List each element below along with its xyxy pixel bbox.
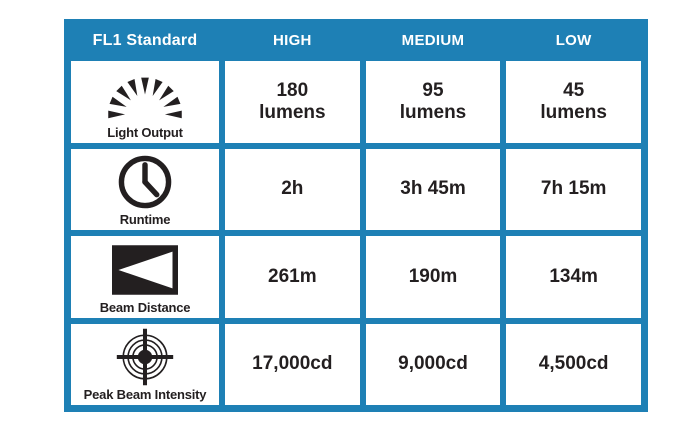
value-peak-beam-intensity-medium bbox=[366, 324, 501, 406]
value-number: 3h 45m bbox=[400, 178, 466, 200]
value-number: 134m bbox=[549, 265, 598, 287]
value-unit: lumens bbox=[399, 101, 467, 123]
value-runtime-high bbox=[225, 149, 360, 231]
value-light-output-high bbox=[225, 61, 360, 143]
row-label-text: Beam Distance bbox=[99, 299, 191, 315]
beam-distance-icon bbox=[73, 240, 217, 300]
value-number: 261m bbox=[268, 265, 317, 287]
value-peak-beam-intensity-high bbox=[225, 324, 360, 406]
value-beam-distance-medium bbox=[366, 236, 501, 318]
value-beam-distance-low bbox=[506, 236, 641, 318]
row-label-text: Peak Beam Intensity bbox=[83, 387, 207, 402]
value-runtime-medium bbox=[366, 149, 501, 231]
row-label-text: Runtime bbox=[119, 212, 171, 227]
value-number: 4,500cd bbox=[538, 353, 609, 375]
value-number: 180 bbox=[276, 79, 309, 101]
runtime-clock-icon bbox=[73, 153, 217, 213]
fl1-standard-table bbox=[64, 19, 648, 412]
row-label-peak-beam-intensity bbox=[71, 324, 219, 406]
row-label-runtime bbox=[71, 149, 219, 231]
row-label-light-output bbox=[71, 61, 219, 143]
value-peak-beam-intensity-low bbox=[506, 324, 641, 406]
value-number: 9,000cd bbox=[398, 353, 468, 375]
header-low: LOW bbox=[506, 26, 641, 55]
peak-beam-intensity-target-icon bbox=[73, 328, 217, 388]
value-light-output-medium bbox=[366, 61, 501, 143]
value-light-output-low bbox=[506, 61, 641, 143]
value-beam-distance-high bbox=[225, 236, 360, 318]
value-number: 95 bbox=[422, 79, 444, 101]
value-number: 7h 15m bbox=[540, 178, 607, 200]
value-number: 190m bbox=[408, 265, 458, 287]
light-output-sunburst-icon bbox=[73, 65, 217, 125]
header-high: HIGH bbox=[225, 26, 360, 55]
value-number: 45 bbox=[563, 79, 585, 101]
row-label-text: Light Output bbox=[107, 124, 183, 140]
header-fl1-standard: FL1 Standard bbox=[71, 26, 219, 55]
row-label-beam-distance bbox=[71, 236, 219, 318]
value-number: 17,000cd bbox=[252, 353, 333, 375]
value-number: 2h bbox=[281, 178, 304, 200]
header-medium: MEDIUM bbox=[366, 26, 501, 55]
value-unit: lumens bbox=[540, 101, 607, 123]
value-unit: lumens bbox=[259, 101, 326, 123]
value-runtime-low bbox=[506, 149, 641, 231]
